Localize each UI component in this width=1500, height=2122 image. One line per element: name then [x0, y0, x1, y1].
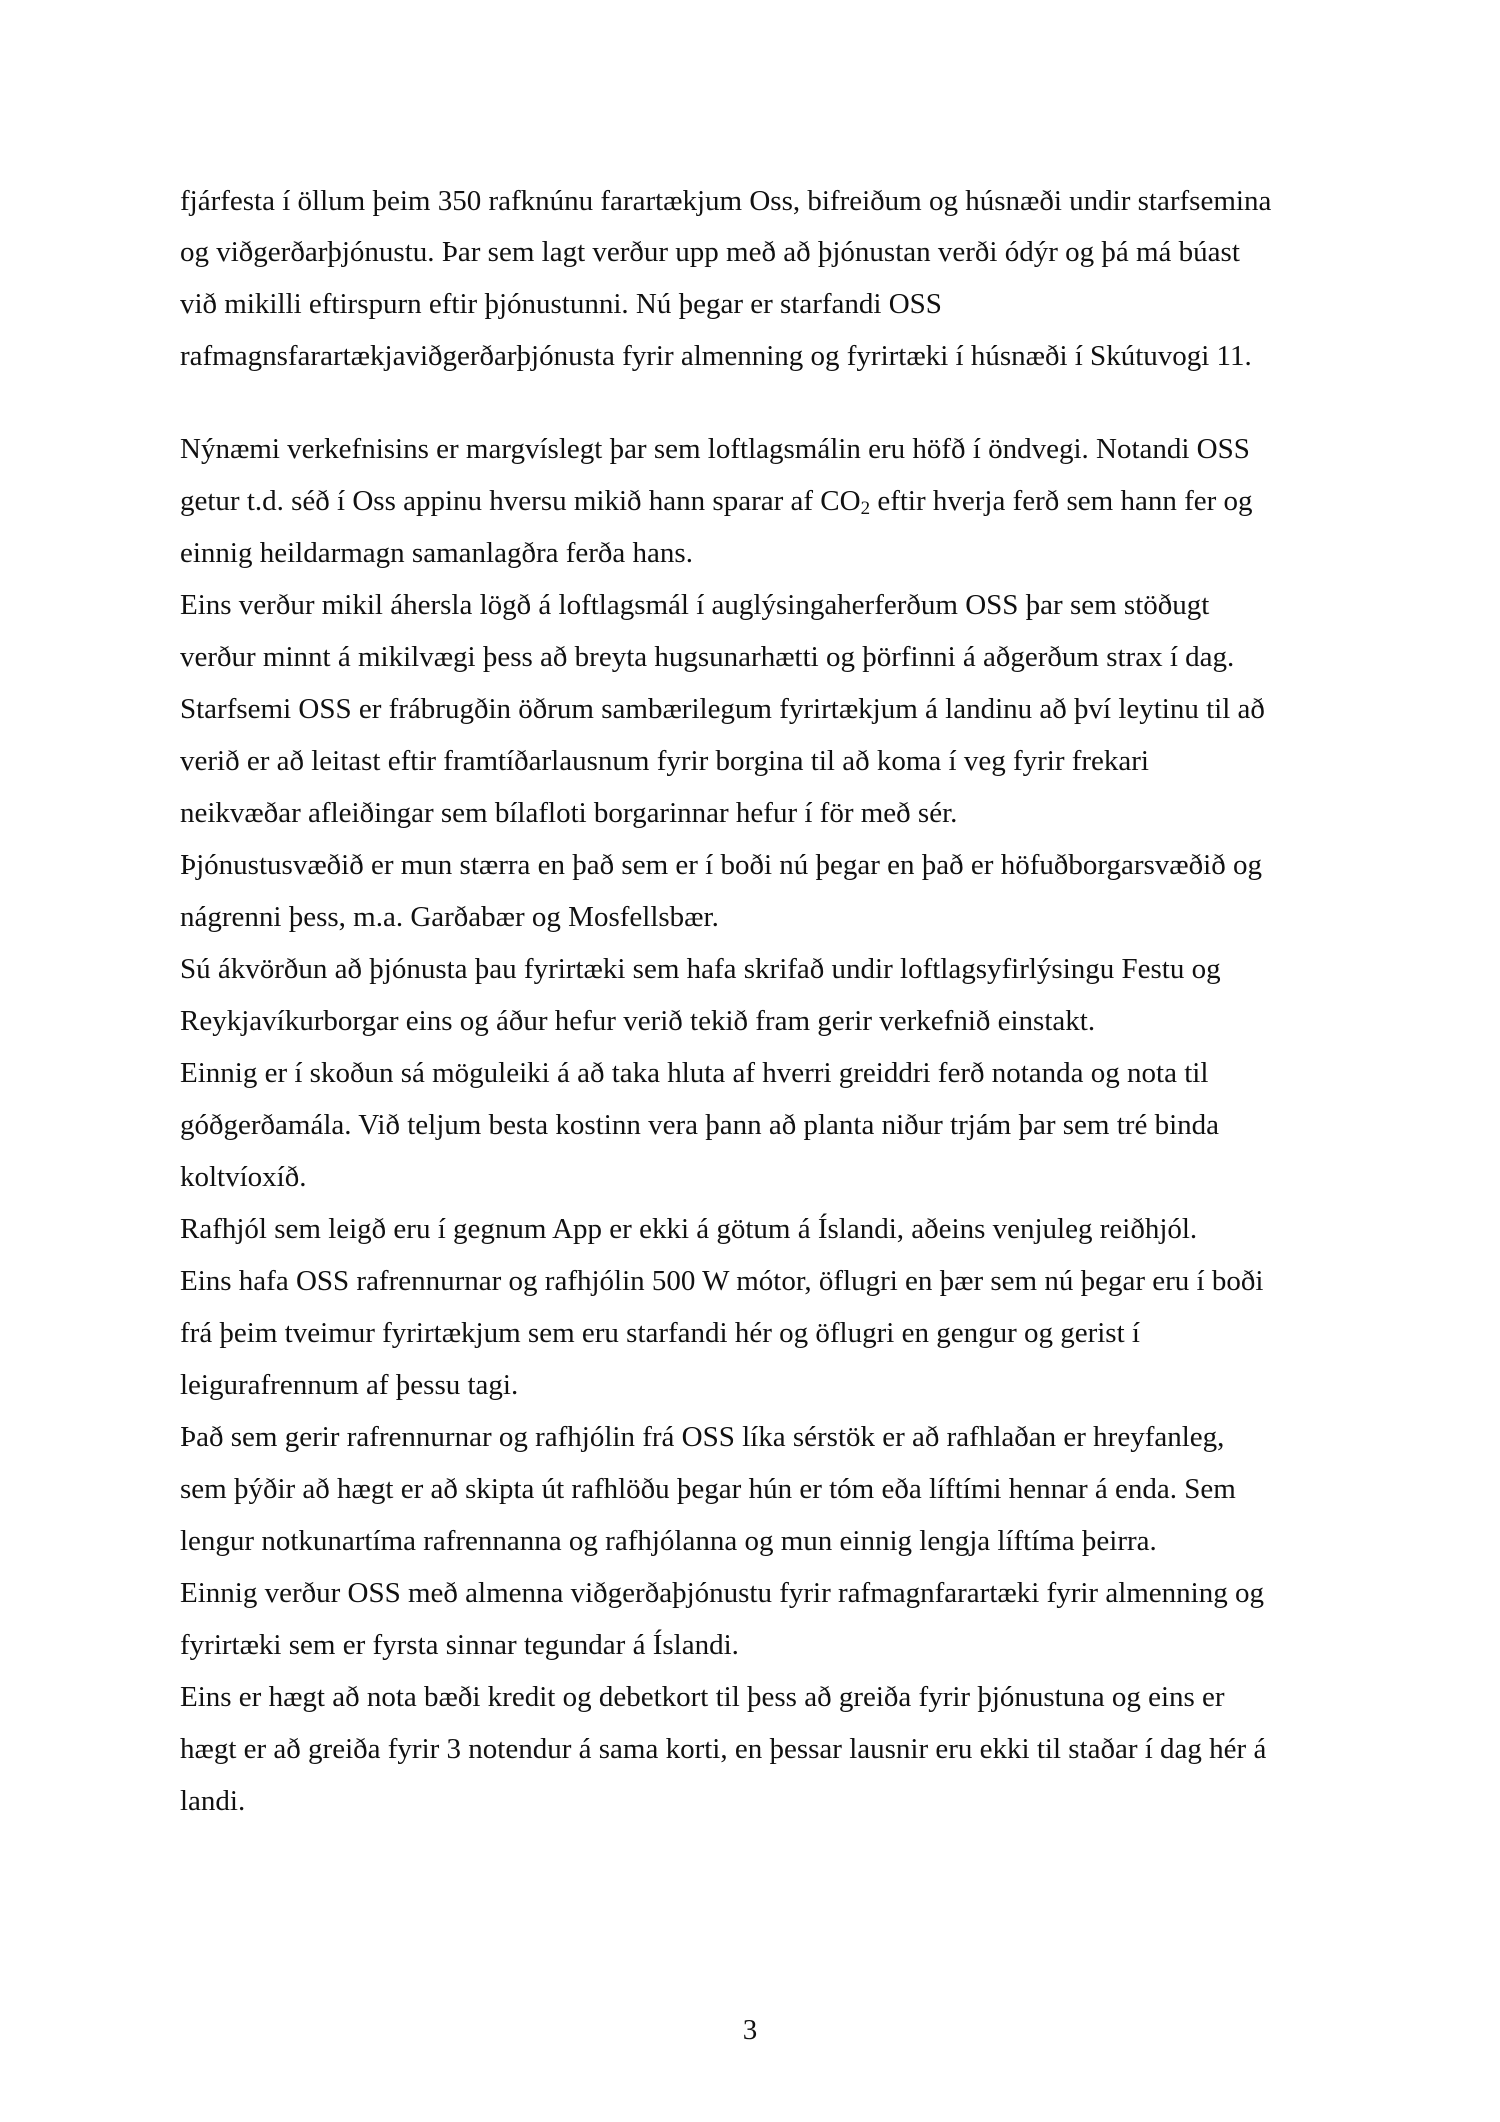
text-line: Rafhjól sem leigð eru í gegnum App er ekki á götum á Íslandi, aðeins venjuleg reiðhjól. — [180, 1213, 1198, 1245]
text-line: Einnig verður OSS með almenna viðgerðaþjónustu fyrir rafmagnfarartæki fyrir almenning og — [180, 1577, 1264, 1609]
text-line: við mikilli eftirspurn eftir þjónustunni. Nú þegar er starfandi OSS — [180, 288, 942, 320]
co2-after-text: eftir hverja ferð sem hann fer og — [870, 485, 1253, 517]
text-line: verður minnt á mikilvægi þess að breyta hugsunarhætti og þörfinni á aðgerðum strax í dag. — [180, 641, 1235, 673]
text-line: fyrirtæki sem er fyrsta sinnar tegundar á Íslandi. — [180, 1629, 739, 1661]
text-line: lengur notkunartíma rafrennanna og rafhjólanna og mun einnig lengja líftíma þeirra. — [180, 1525, 1157, 1557]
text-line: Þjónustusvæðið er mun stærra en það sem er í boði nú þegar en það er höfuðborgarsvæðið og — [180, 849, 1262, 881]
text-line: landi. — [180, 1785, 246, 1817]
text-line: Reykjavíkurborgar eins og áður hefur verið tekið fram gerir verkefnið einstakt. — [180, 1005, 1096, 1037]
text-line-co2 — [180, 481, 1253, 521]
text-line: Sú ákvörðun að þjónusta þau fyrirtæki sem hafa skrifað undir loftlagsyfirlýsingu Festu og — [180, 953, 1221, 985]
text-line: góðgerðamála. Við teljum besta kostinn vera þann að planta niður trjám þar sem tré binda — [180, 1109, 1220, 1141]
text-line: hægt er að greiða fyrir 3 notendur á sama korti, en þessar lausnir eru ekki til staðar í dag hér á — [180, 1733, 1267, 1765]
text-line: Eins hafa OSS rafrennurnar og rafhjólin 500 W mótor, öflugri en þær sem nú þegar eru í boði — [180, 1265, 1264, 1297]
text-line: verið er að leitast eftir framtíðarlausnum fyrir borgina til að koma í veg fyrir frekari — [180, 745, 1149, 777]
text-line: neikvæðar afleiðingar sem bílafloti borgarinnar hefur í för með sér. — [180, 797, 958, 829]
co2-text: getur t.d. séð í Oss appinu hversu mikið hann sparar af CO — [180, 485, 861, 517]
text-line: sem þýðir að hægt er að skipta út rafhlöðu þegar hún er tóm eða líftími hennar á enda. Sem — [180, 1473, 1236, 1505]
text-line: Starfsemi OSS er frábrugðin öðrum sambærilegum fyrirtækjum á landinu að því leytinu til að — [180, 693, 1265, 725]
text-line: Það sem gerir rafrennurnar og rafhjólin frá OSS líka sérstök er að rafhlaðan er hreyfanleg, — [180, 1421, 1225, 1453]
text-line: leigurafrennum af þessu tagi. — [180, 1369, 519, 1401]
page-number: 3 — [742, 2014, 758, 2046]
text-line: frá þeim tveimur fyrirtækjum sem eru starfandi hér og öflugri en gengur og gerist í — [180, 1317, 1140, 1349]
text-line: Nýnæmi verkefnisins er margvíslegt þar sem loftlagsmálin eru höfð í öndvegi. Notandi OSS — [180, 433, 1250, 465]
text-line: nágrenni þess, m.a. Garðabær og Mosfellsbær. — [180, 901, 719, 933]
text-line: fjárfesta í öllum þeim 350 rafknúnu farartækjum Oss, bifreiðum og húsnæði undir starfsemina — [180, 185, 1272, 217]
text-line: Eins er hægt að nota bæði kredit og debetkort til þess að greiða fyrir þjónustuna og eins er — [180, 1681, 1225, 1713]
text-line: einnig heildarmagn samanlagðra ferða hans. — [180, 537, 693, 569]
text-line: Eins verður mikil áhersla lögð á loftlagsmál í auglýsingaherferðum OSS þar sem stöðugt — [180, 589, 1210, 621]
text-line: rafmagnsfarartækjaviðgerðarþjónusta fyrir almenning og fyrirtæki í húsnæði í Skútuvogi 11. — [180, 340, 1252, 372]
text-line: koltvíoxíð. — [180, 1161, 307, 1193]
text-line: og viðgerðarþjónustu. Þar sem lagt verður upp með að þjónustan verði ódýr og þá má búast — [180, 236, 1240, 268]
text-line: Einnig er í skoðun sá möguleiki á að taka hluta af hverri greiddri ferð notanda og nota til — [180, 1057, 1209, 1089]
co2-subscript: 2 — [860, 498, 871, 519]
